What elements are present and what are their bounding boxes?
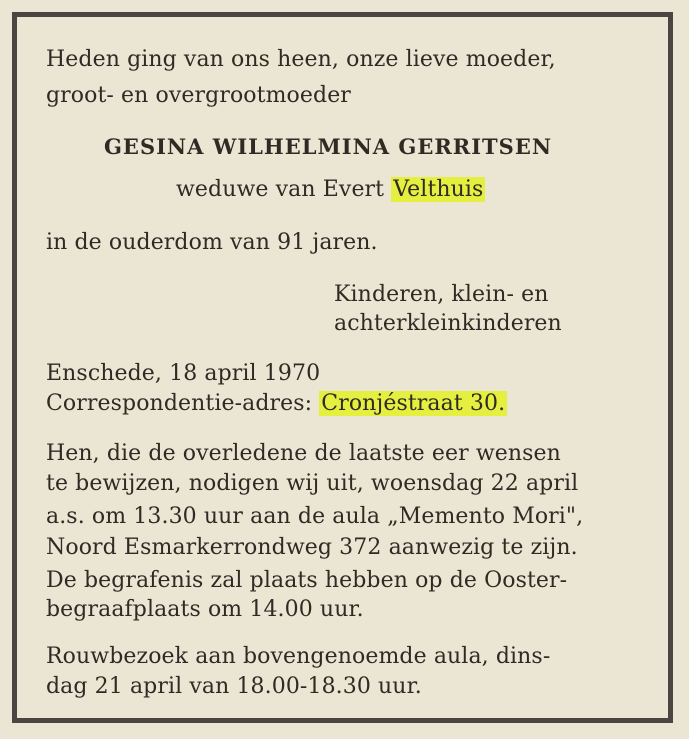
intro-line-1: Heden ging van ons heen, onze lieve moeder, [46,47,556,72]
deceased-name: GESINA WILHELMINA GERRITSEN [104,134,553,159]
address-label: Correspondentie-adres: [46,391,313,416]
widow-surname-highlight: Velthuis [393,177,484,202]
funeral-line-1: De begrafenis zal plaats hebben op de Ooster- [46,568,568,593]
age-line: in de ouderdom van 91 jaren. [46,230,378,255]
address-street-highlight: Cronjéstraat 30. [321,391,506,416]
visit-line-2: dag 21 april van 18.00-18.30 uur. [46,674,422,699]
place-date: Enschede, 18 april 1970 [46,361,321,386]
invite-line-1: Hen, die de overledene de laatste eer wensen [46,441,561,466]
invite-line-3: a.s. om 13.30 uur aan de aula „Memento Mori", [46,504,584,529]
address-line [46,390,507,418]
family-line-1: Kinderen, klein- en [334,282,549,307]
widow-prefix: weduwe van Evert [176,177,385,202]
intro-line-2: groot- en overgrootmoeder [46,83,351,108]
funeral-line-2: begraafplaats om 14.00 uur. [46,597,364,622]
family-line-2: achterkleinkinderen [334,311,562,336]
widow-line [176,176,485,204]
visit-line-1: Rouwbezoek aan bovengenoemde aula, dins- [46,644,551,669]
invite-line-2: te bewijzen, nodigen wij uit, woensdag 22 april [46,471,579,496]
invite-line-4: Noord Esmarkerrondweg 372 aanwezig te zijn. [46,535,578,560]
